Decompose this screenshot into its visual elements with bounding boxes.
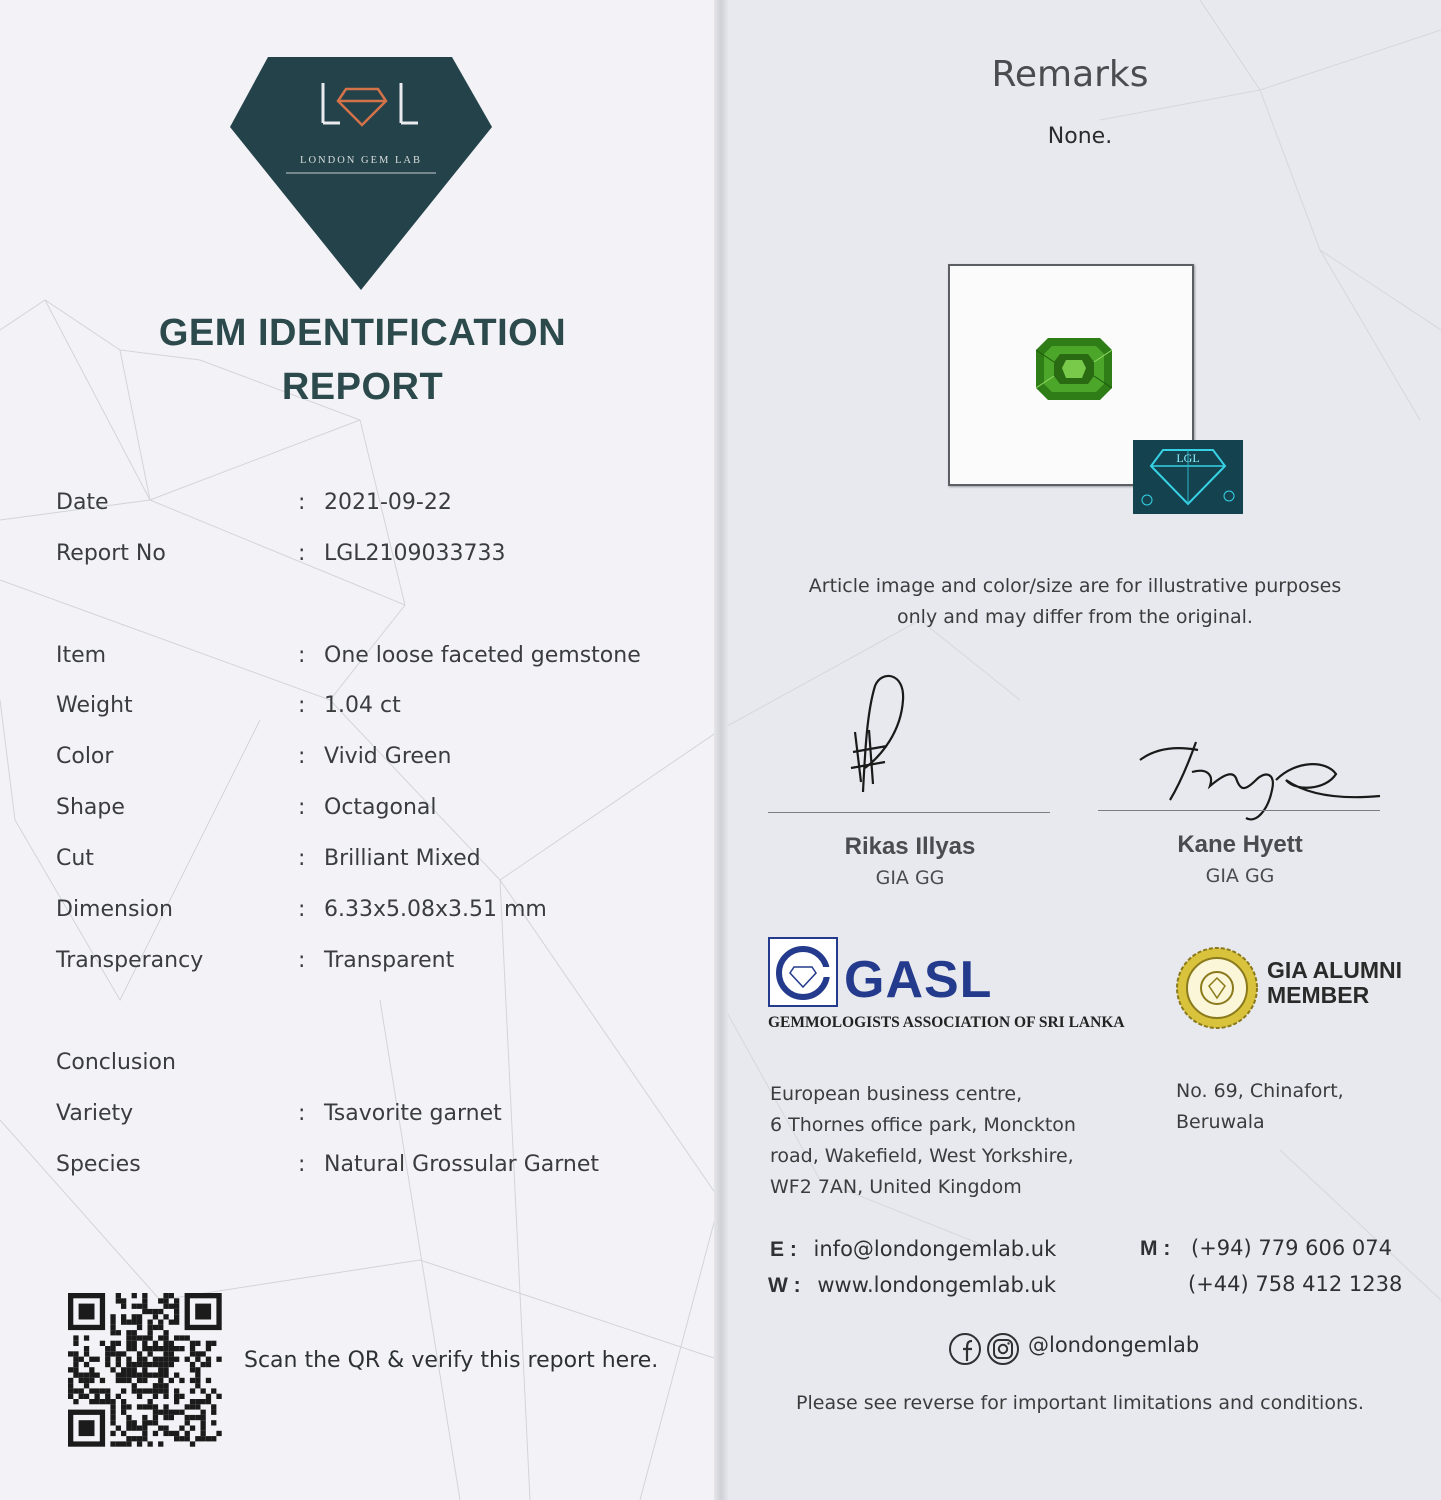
address-uk-line: WF2 7AN, United Kingdom <box>770 1176 1022 1198</box>
signature-rikas-illyas <box>825 672 925 802</box>
field-separator: : <box>298 897 306 922</box>
field-value: Transparent <box>324 948 455 973</box>
report-title-line1: GEM IDENTIFICATION <box>158 312 567 354</box>
field-separator: : <box>298 1101 306 1126</box>
field-label: Date <box>56 490 109 515</box>
gia-alumni-line2: MEMBER <box>1267 982 1370 1008</box>
address-sl-line: Beruwala <box>1176 1111 1265 1133</box>
remarks-value: None. <box>1047 124 1113 149</box>
signature-kane-hyett <box>1136 720 1386 830</box>
web-key: W : <box>768 1274 801 1297</box>
address-sl-line: No. 69, Chinafort, <box>1176 1080 1344 1102</box>
mobile-number-2[interactable]: (+44) 758 412 1238 <box>1188 1272 1403 1296</box>
instagram-icon[interactable] <box>988 1334 1018 1364</box>
hologram-monogram: LGL <box>1176 451 1200 465</box>
contact-email <box>770 1237 1056 1262</box>
field-separator: : <box>298 795 306 820</box>
signatory-title-2: GIA GG <box>1205 865 1275 887</box>
facebook-icon[interactable] <box>950 1334 980 1364</box>
report-right-panel <box>720 0 1441 1500</box>
email-key: E : <box>770 1238 797 1261</box>
gia-alumni-label <box>1267 958 1402 1008</box>
remarks-title: Remarks <box>991 54 1149 95</box>
address-uk-line: road, Wakefield, West Yorkshire, <box>770 1145 1074 1167</box>
qr-caption: Scan the QR & verify this report here. <box>244 1348 659 1373</box>
gemstone-image <box>1036 338 1112 400</box>
disclaimer-line1: Article image and color/size are for illustrative purposes <box>808 575 1342 597</box>
hologram-seal <box>1133 440 1243 514</box>
report-title-line2: REPORT <box>281 366 444 408</box>
field-label: Species <box>56 1152 141 1177</box>
field-value: Natural Grossular Garnet <box>324 1152 599 1177</box>
address-uk-line: 6 Thornes office park, Monckton <box>770 1114 1076 1136</box>
field-value: Brilliant Mixed <box>324 846 481 871</box>
field-label: Item <box>56 643 107 668</box>
field-separator: : <box>298 643 306 668</box>
contact-web <box>768 1273 1056 1298</box>
lgl-diamond-logo <box>230 55 492 295</box>
page-fold <box>714 0 728 1500</box>
field-value: 2021-09-22 <box>324 490 452 515</box>
address-sri-lanka <box>1176 1076 1344 1138</box>
report-left-panel <box>0 0 720 1500</box>
gasl-full-name: GEMMOLOGISTS ASSOCIATION OF SRI LANKA <box>768 1014 1125 1031</box>
field-label: Variety <box>56 1101 134 1126</box>
social-icons <box>948 1331 1022 1367</box>
conclusion-label: Conclusion <box>56 1050 176 1075</box>
field-label: Transperancy <box>56 948 204 973</box>
gia-alumni-line1: GIA ALUMNI <box>1267 957 1403 983</box>
signature-line-1 <box>768 812 1050 813</box>
field-separator: : <box>298 744 306 769</box>
field-separator: : <box>298 490 306 515</box>
field-label: Weight <box>56 693 133 718</box>
gasl-emblem <box>768 937 838 1007</box>
disclaimer-line2: only and may differ from the original. <box>897 606 1253 628</box>
mobile-key: M : <box>1140 1237 1171 1260</box>
field-value: Octagonal <box>324 795 437 820</box>
social-handle[interactable]: @londongemlab <box>1028 1333 1200 1357</box>
field-value: Tsavorite garnet <box>324 1101 502 1126</box>
field-value: One loose faceted gemstone <box>324 643 641 668</box>
field-label: Dimension <box>56 897 173 922</box>
signatory-name-2: Kane Hyett <box>1177 831 1303 858</box>
footer-note: Please see reverse for important limitations and conditions. <box>796 1392 1364 1414</box>
signatory-title-1: GIA GG <box>875 867 945 889</box>
address-uk <box>770 1079 1076 1203</box>
field-label: Color <box>56 744 114 769</box>
field-separator: : <box>298 541 306 566</box>
field-value: 1.04 ct <box>324 693 401 718</box>
field-label: Cut <box>56 846 94 871</box>
field-value: LGL2109033733 <box>324 541 506 566</box>
signatory-name-1: Rikas Illyas <box>844 833 976 860</box>
field-label: Report No <box>56 541 166 566</box>
email-address[interactable]: info@londongemlab.uk <box>813 1237 1057 1261</box>
logo-lab-name: LONDON GEM LAB <box>300 155 422 166</box>
address-uk-line: European business centre, <box>770 1083 1023 1105</box>
gia-alumni-seal <box>1175 946 1259 1030</box>
website-link[interactable]: www.londongemlab.uk <box>817 1273 1056 1297</box>
contact-mobile <box>1140 1236 1392 1261</box>
field-separator: : <box>298 693 306 718</box>
mobile-number-1[interactable]: (+94) 779 606 074 <box>1191 1236 1392 1260</box>
gasl-name: GASL <box>844 951 993 1009</box>
field-label: Shape <box>56 795 125 820</box>
verification-qr-code[interactable] <box>68 1293 226 1447</box>
field-value: 6.33x5.08x3.51 mm <box>324 897 547 922</box>
field-separator: : <box>298 948 306 973</box>
field-separator: : <box>298 1152 306 1177</box>
image-disclaimer <box>780 571 1370 633</box>
field-value: Vivid Green <box>324 744 452 769</box>
signature-line-2 <box>1098 810 1380 811</box>
field-separator: : <box>298 846 306 871</box>
